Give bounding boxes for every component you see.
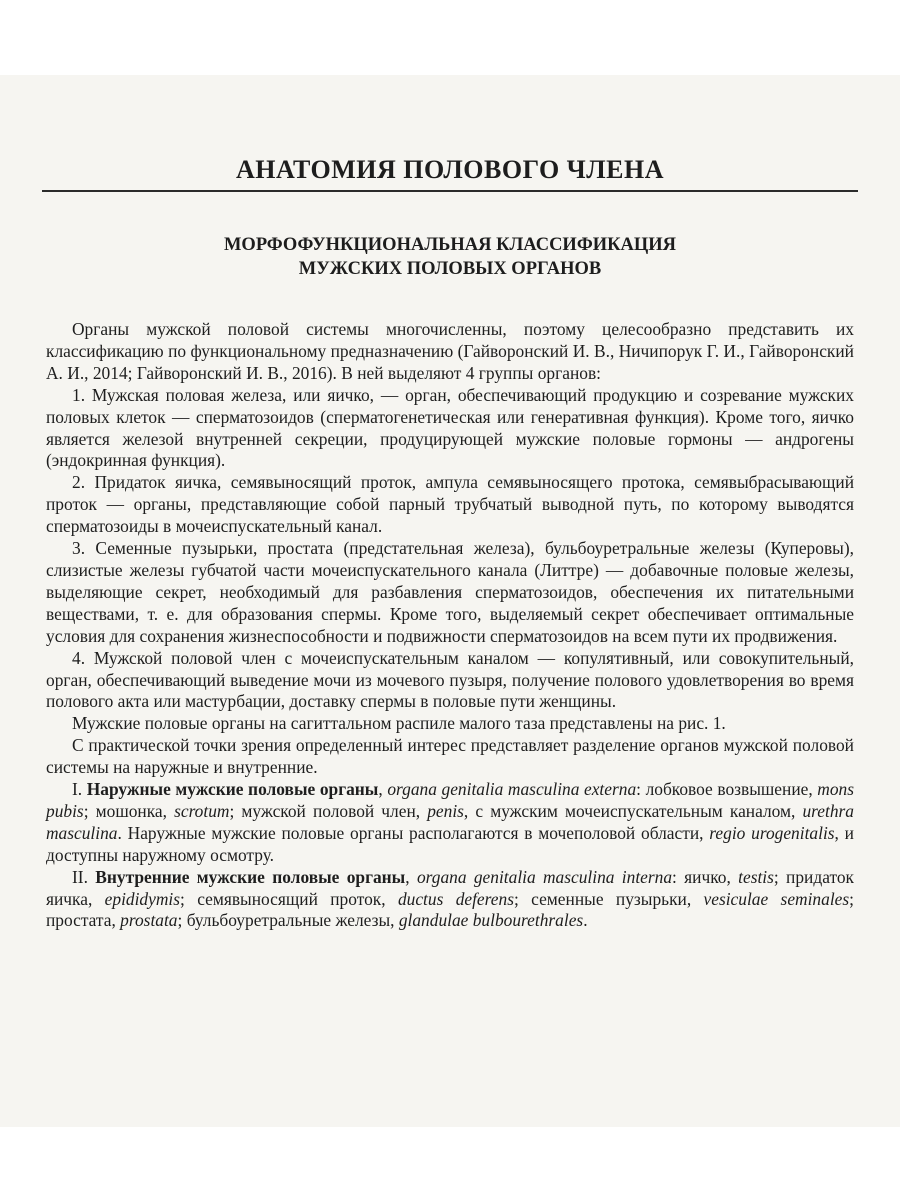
- text-run: , с мужским мочеиспускательным каналом,: [463, 800, 803, 821]
- text-run: .: [583, 910, 588, 931]
- paragraph-group-4: 4. Мужской половой член с мочеиспускательным каналом — копулятивный, или совокупительный, орган, обеспечивающий выведение мочи из мочевого пузыря, получение полового удовлетворения во время полового акта или мастурбации, доставку спермы в половые пути женщины.: [46, 647, 854, 712]
- term-ductus-deferens: ductus deferens: [397, 888, 514, 909]
- section-title: [40, 233, 860, 281]
- internal-latin-heading: organa genitalia masculina interna: [416, 866, 673, 887]
- external-label: I.: [72, 779, 83, 800]
- term-glandulae: glandulae bulbourethrales: [398, 910, 584, 931]
- title-rule: [42, 190, 858, 192]
- text-run: ; мошонка,: [83, 800, 175, 821]
- paragraph-group-3: 3. Семенные пузырьки, простата (предстательная железа), бульбоуретральные железы (Куперовы), слизистые железы губчатой части мочеиспускательного канала (Литтре) — добавочные половые железы, выделяющие секрет, необходимый для разбавления сперматозоидов, обеспечения их питательными веществами, т. е. для образования спермы. Кроме того, выделяемый секрет обеспечивает оптимальные условия для сохранения жизнеспособности и подвижности сперматозоидов на всем пути их продвижения.: [46, 538, 854, 646]
- internal-heading: Внутренние мужские половые органы: [95, 866, 406, 887]
- paragraph-group-1: 1. Мужская половая железа, или яичко, — орган, обеспечивающий продукцию и созревание мужских половых клеток — сперматозоидов (сперматогенетическая или генеративная функция). Кроме того, яичко является железой внутренней секреции, продуцирующей мужские половые гормоны — андрогены (эндокринная функция).: [46, 384, 854, 471]
- book-page: [0, 75, 900, 1127]
- body-text: [46, 319, 854, 932]
- term-testis: testis: [738, 866, 774, 887]
- external-latin-heading: organa genitalia masculina externa: [387, 779, 637, 800]
- chapter-title: АНАТОМИЯ ПОЛОВОГО ЧЛЕНА: [236, 155, 664, 184]
- top-margin: [0, 0, 900, 75]
- term-mons-pubis: mons pubis: [46, 779, 855, 821]
- internal-label: II.: [72, 866, 88, 887]
- text-run: ; мужской половой член,: [229, 800, 428, 821]
- text-run: ; простата,: [46, 888, 854, 931]
- term-epididymis: epididymis: [104, 888, 181, 909]
- section-title-line2: МУЖСКИХ ПОЛОВЫХ ОРГАНОВ: [298, 259, 602, 279]
- paragraph-internal: II. Внутренние мужские половые органы, organa genitalia masculina interna: яичко, testis; придаток яичка, epididymis; семявыносящий проток, ductus deferens; семенные пузырьки, vesiculae seminales; простата, prostata; бульбоуретральные железы, glandulae bulbourethrales.: [46, 866, 854, 931]
- term-penis: penis: [427, 800, 464, 821]
- text-run: ; бульбоуретральные железы,: [177, 910, 399, 931]
- bottom-margin: [0, 1127, 900, 1200]
- paragraph-external: I. Наружные мужские половые органы, organa genitalia masculina externa: лобковое возвышение, mons pubis; мошонка, scrotum; мужской половой член, penis, с мужским мочеиспускательным каналом, urethra masculina. Наружные мужские половые органы располагаются в мочеполовой области, regio urogenitalis, и доступны наружному осмотру.: [46, 779, 855, 865]
- text-run: , и доступны наружному осмотру.: [46, 822, 854, 865]
- term-scrotum: scrotum: [174, 800, 230, 821]
- text-run: ; семенные пузырьки,: [513, 888, 704, 909]
- text-run: : яичко,: [672, 866, 739, 887]
- paragraph-division: С практической точки зрения определенный интерес представляет разделение органов мужской половой системы на наружные и внутренние.: [46, 735, 854, 778]
- section-title-line1: МОРФОФУНКЦИОНАЛЬНАЯ КЛАССИФИКАЦИЯ: [223, 235, 677, 255]
- external-heading: Наружные мужские половые органы: [86, 779, 379, 800]
- paragraph-figure-ref: Мужские половые органы на сагиттальном распиле малого таза представлены на рис. 1.: [72, 713, 726, 734]
- term-vesiculae: vesiculae seminales: [703, 888, 850, 909]
- text-run: ; семявыносящий проток,: [180, 888, 398, 909]
- paragraph-group-2: 2. Придаток яичка, семявыносящий проток, ампула семявыносящего протока, семявыбрасывающий проток — органы, представляющие собой парный трубчатый выводной путь, по которому выводятся сперматозоиды в мочеиспускательный канал.: [46, 472, 854, 537]
- term-regio: regio urogenitalis: [709, 822, 835, 843]
- term-prostata: prostata: [120, 910, 178, 931]
- paragraph-intro: Органы мужской половой системы многочисленны, поэтому целесообразно представить их классификацию по функциональному предназначению (Гайворонский И. В., Ничипорук Г. И., Гайворонский А. И., 2014; Гайворонский И. В., 2016). В ней выделяют 4 группы органов:: [46, 319, 854, 383]
- text-run: . Наружные мужские половые органы располагаются в мочеполовой области,: [117, 822, 710, 843]
- term-urethra: urethra masculina: [46, 800, 854, 843]
- text-run: : лобковое возвышение,: [636, 779, 818, 800]
- text-run: ; придаток яичка,: [46, 866, 854, 909]
